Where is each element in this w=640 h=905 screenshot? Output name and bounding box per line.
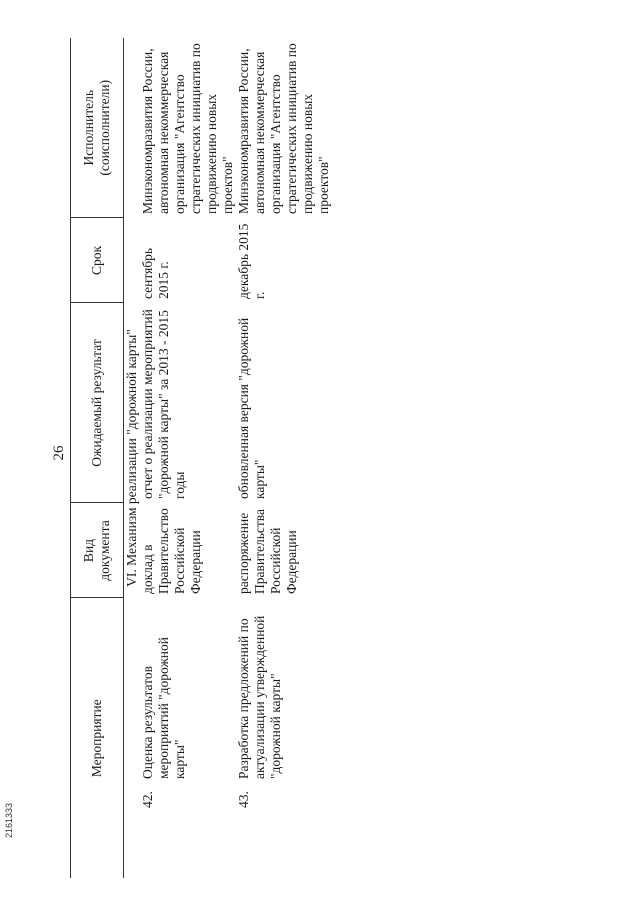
- table-header-row: [71, 38, 124, 878]
- header-executor-line1: Исполнитель: [81, 90, 96, 166]
- rotated-page: [50, 28, 610, 878]
- row-doc-type: распоряжение Правительства Российской Федерации: [236, 509, 299, 594]
- roadmap-table: [70, 38, 332, 878]
- row-executor: Минэкономразвития России, автономная некоммерческая организация "Агентство стратегических инициатив по продвижению новых проектов": [140, 43, 235, 214]
- header-result: Ожидаемый результат: [71, 303, 124, 503]
- table-row: [236, 38, 332, 878]
- row-executor: Минэкономразвития России, автономная некоммерческая организация "Агентство стратегических инициатив по продвижению новых проектов": [236, 43, 331, 214]
- row-activity: Разработка предложений по актуализации утвержденной "дорожной карты": [236, 615, 283, 779]
- table-row: [140, 38, 236, 878]
- row-result: отчет о реализации мероприятий "дорожной карты" за 2013 - 2015 годы: [140, 309, 187, 499]
- header-doc-type: Вид документа: [71, 503, 124, 598]
- section-title: VI. Механизм реализации "дорожной карты": [124, 329, 139, 587]
- row-doc-type: доклад в Правительство Российской Федерации: [140, 508, 203, 594]
- row-term: сентябрь 2015 г.: [140, 247, 171, 299]
- row-activity: Оценка результатов мероприятий "дорожной карты": [140, 637, 187, 779]
- row-number: 42.: [140, 791, 155, 808]
- row-result: обновленная версия "дорожной карты": [236, 317, 267, 499]
- row-term: декабрь 2015 г.: [236, 223, 267, 299]
- header-activity: Мероприятие: [71, 598, 124, 878]
- header-executor-line2: (соисполнители): [97, 79, 112, 176]
- header-term: Срок: [71, 218, 124, 303]
- document-code: 2161333: [4, 802, 14, 838]
- header-executor: [71, 38, 124, 218]
- section-row: [124, 38, 141, 878]
- page-number: 26: [51, 445, 67, 461]
- row-number: 43.: [236, 791, 251, 808]
